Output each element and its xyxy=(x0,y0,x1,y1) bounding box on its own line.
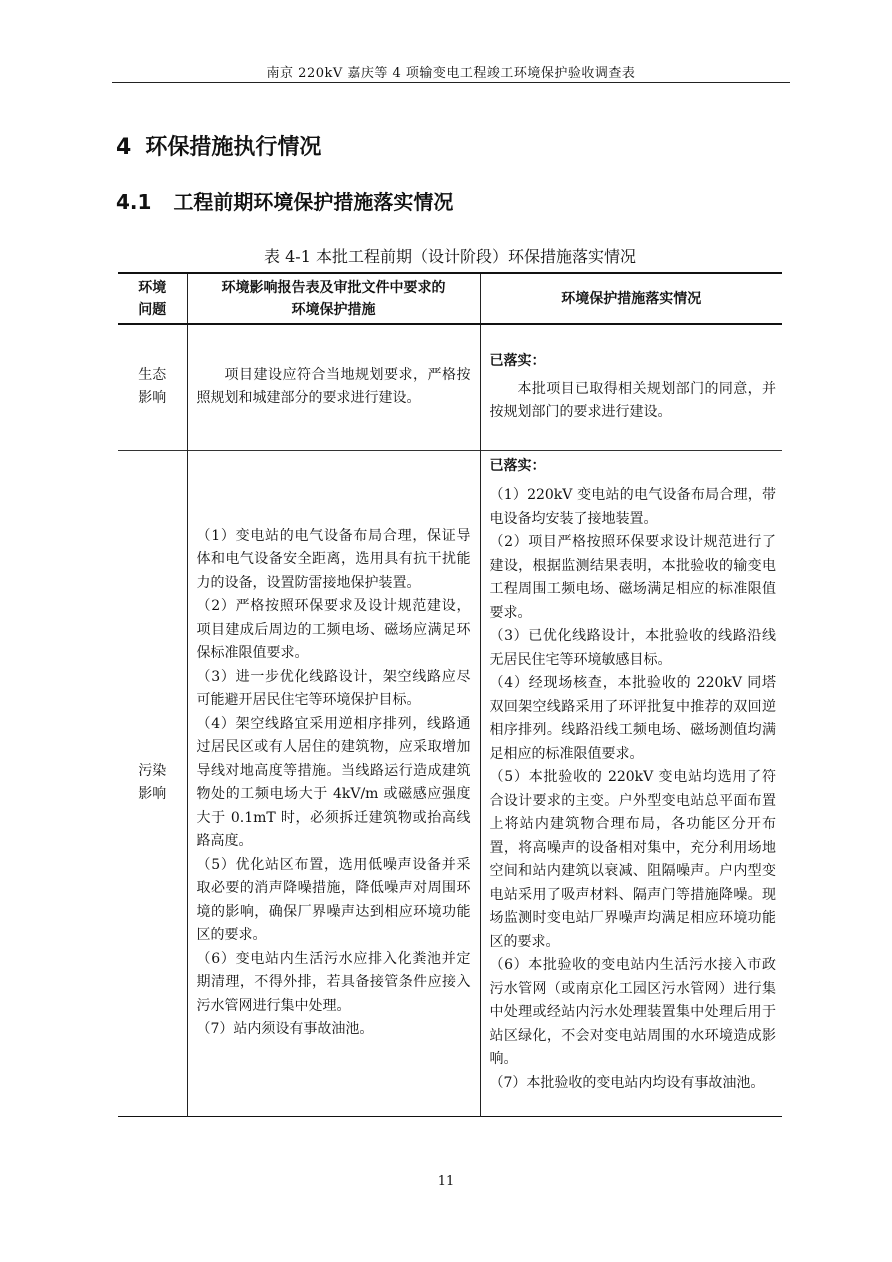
measures-table xyxy=(118,272,782,1117)
category-line2: 影响 xyxy=(138,390,167,407)
subsection-title: 工程前期环境保护措施落实情况 xyxy=(173,190,454,214)
requirement-item: （3）进一步优化线路设计，架空线路应尽可能避开居民住宅等环境保护目标。 xyxy=(196,668,471,708)
section-heading xyxy=(116,130,321,161)
table-row xyxy=(118,324,782,450)
header-requirements-line2: 环境保护措施 xyxy=(291,301,376,318)
requirement-item: （4）架空线路宜采用逆相序排列，线路通过居民区或有人居住的建筑物，应采取增加导线对地高度等措施。当线路运行造成建筑物处的工频电场大于 4kV/m 或磁感应强度大于 0.1mT 时，必须拆迁建筑物或抬高线路高度。 xyxy=(196,715,471,849)
implementation-item: （1）220kV 变电站的电气设备布局合理，带电设备均安装了接地装置。 xyxy=(489,487,776,527)
requirement-item: （5）优化站区布置，选用低噪声设备并采取必要的消声降噪措施，降低噪声对周围环境的影响，确保厂界噪声达到相应环境功能区的要求。 xyxy=(196,856,471,943)
section-title: 环保措施执行情况 xyxy=(145,135,322,160)
implementation-item: （7）本批验收的变电站内均设有事故油池。 xyxy=(489,1074,765,1091)
requirement-item: （7）站内须设有事故油池。 xyxy=(196,1021,374,1037)
header-requirements xyxy=(187,273,480,324)
requirements-cell xyxy=(187,324,480,450)
implementation-item: （6）本批验收的变电站内生活污水接入市政污水管网（或南京化工园区污水管网）进行集中处理或经站内污水处理装置集中处理后用于站区绿化，不会对变电站周围的水环境造成影响。 xyxy=(489,957,776,1067)
category-line1: 生态 xyxy=(138,367,167,384)
implementation-cell xyxy=(480,324,782,450)
table-header-row xyxy=(118,273,782,324)
status-label: 已落实： xyxy=(489,353,546,369)
header-category-line1: 环境 xyxy=(138,279,167,296)
requirement-item: （6）变电站内生活污水应排入化粪池并定期清理，不得外排，若具备接管条件应接入污水管网进行集中处理。 xyxy=(196,950,471,1014)
subsection-number: 4.1 xyxy=(116,190,152,214)
requirements-cell xyxy=(187,450,480,1116)
header-requirements-line1: 环境影响报告表及审批文件中要求的 xyxy=(221,279,446,296)
requirement-item: 项目建设应符合当地规划要求，严格按照规划和城建部分的要求进行建设。 xyxy=(196,366,471,407)
running-header: 南京 220kV 嘉庆等 4 项输变电工程竣工环境保护验收调查表 xyxy=(266,66,636,81)
table-caption: 表 4-1 本批工程前期（设计阶段）环保措施落实情况 xyxy=(264,247,636,266)
implementation-item: （5）本批验收的 220kV 变电站均选用了符合设计要求的主变。户外型变电站总平面布置上将站内建筑物合理布局，各功能区分开布置，将高噪声的设备相对集中，充分利用场地空间和站内建筑以衰减、阻隔噪声。户内型变电站采用了吸声材料、隔声门等措施降噪。现场监测时变电站厂界噪声均满足相应环境功能区的要求。 xyxy=(489,769,776,950)
implementation-item: （2）项目严格按照环保要求设计规范进行了建设，根据监测结果表明，本批验收的输变电工程周围工频电场、磁场满足相应的标准限值要求。 xyxy=(489,534,776,621)
subsection-heading xyxy=(116,186,453,215)
implementation-item: （3）已优化线路设计，本批验收的线路沿线无居民住宅等环境敏感目标。 xyxy=(489,628,776,668)
requirement-item: （2）严格按照环保要求及设计规范建设，项目建成后周边的工频电场、磁场应满足环保标准限值要求。 xyxy=(196,598,471,661)
implementation-cell xyxy=(480,450,782,1116)
category-line2: 影响 xyxy=(138,786,167,802)
status-label: 已落实： xyxy=(489,457,546,474)
section-number: 4 xyxy=(116,135,132,160)
category-cell xyxy=(118,324,187,450)
header-implementation: 环境保护措施落实情况 xyxy=(480,273,782,324)
header-category xyxy=(118,273,187,324)
category-cell xyxy=(118,450,187,1116)
page-number: 11 xyxy=(437,1174,455,1189)
header-category-line2: 问题 xyxy=(138,301,167,318)
table-row xyxy=(118,450,782,1116)
requirement-item: （1）变电站的电气设备布局合理，保证导体和电气设备安全距离，选用具有抗干扰能力的设备，设置防雷接地保护装置。 xyxy=(196,527,471,591)
header-rule xyxy=(112,82,790,83)
category-line1: 污染 xyxy=(138,763,167,779)
implementation-item: 本批项目已取得相关规划部门的同意，并按规划部门的要求进行建设。 xyxy=(489,380,776,420)
implementation-item: （4）经现场核查，本批验收的 220kV 同塔双回架空线路采用了环评批复中推荐的双回逆相序排列。线路沿线工频电场、磁场测值均满足相应的标准限值要求。 xyxy=(489,675,776,762)
